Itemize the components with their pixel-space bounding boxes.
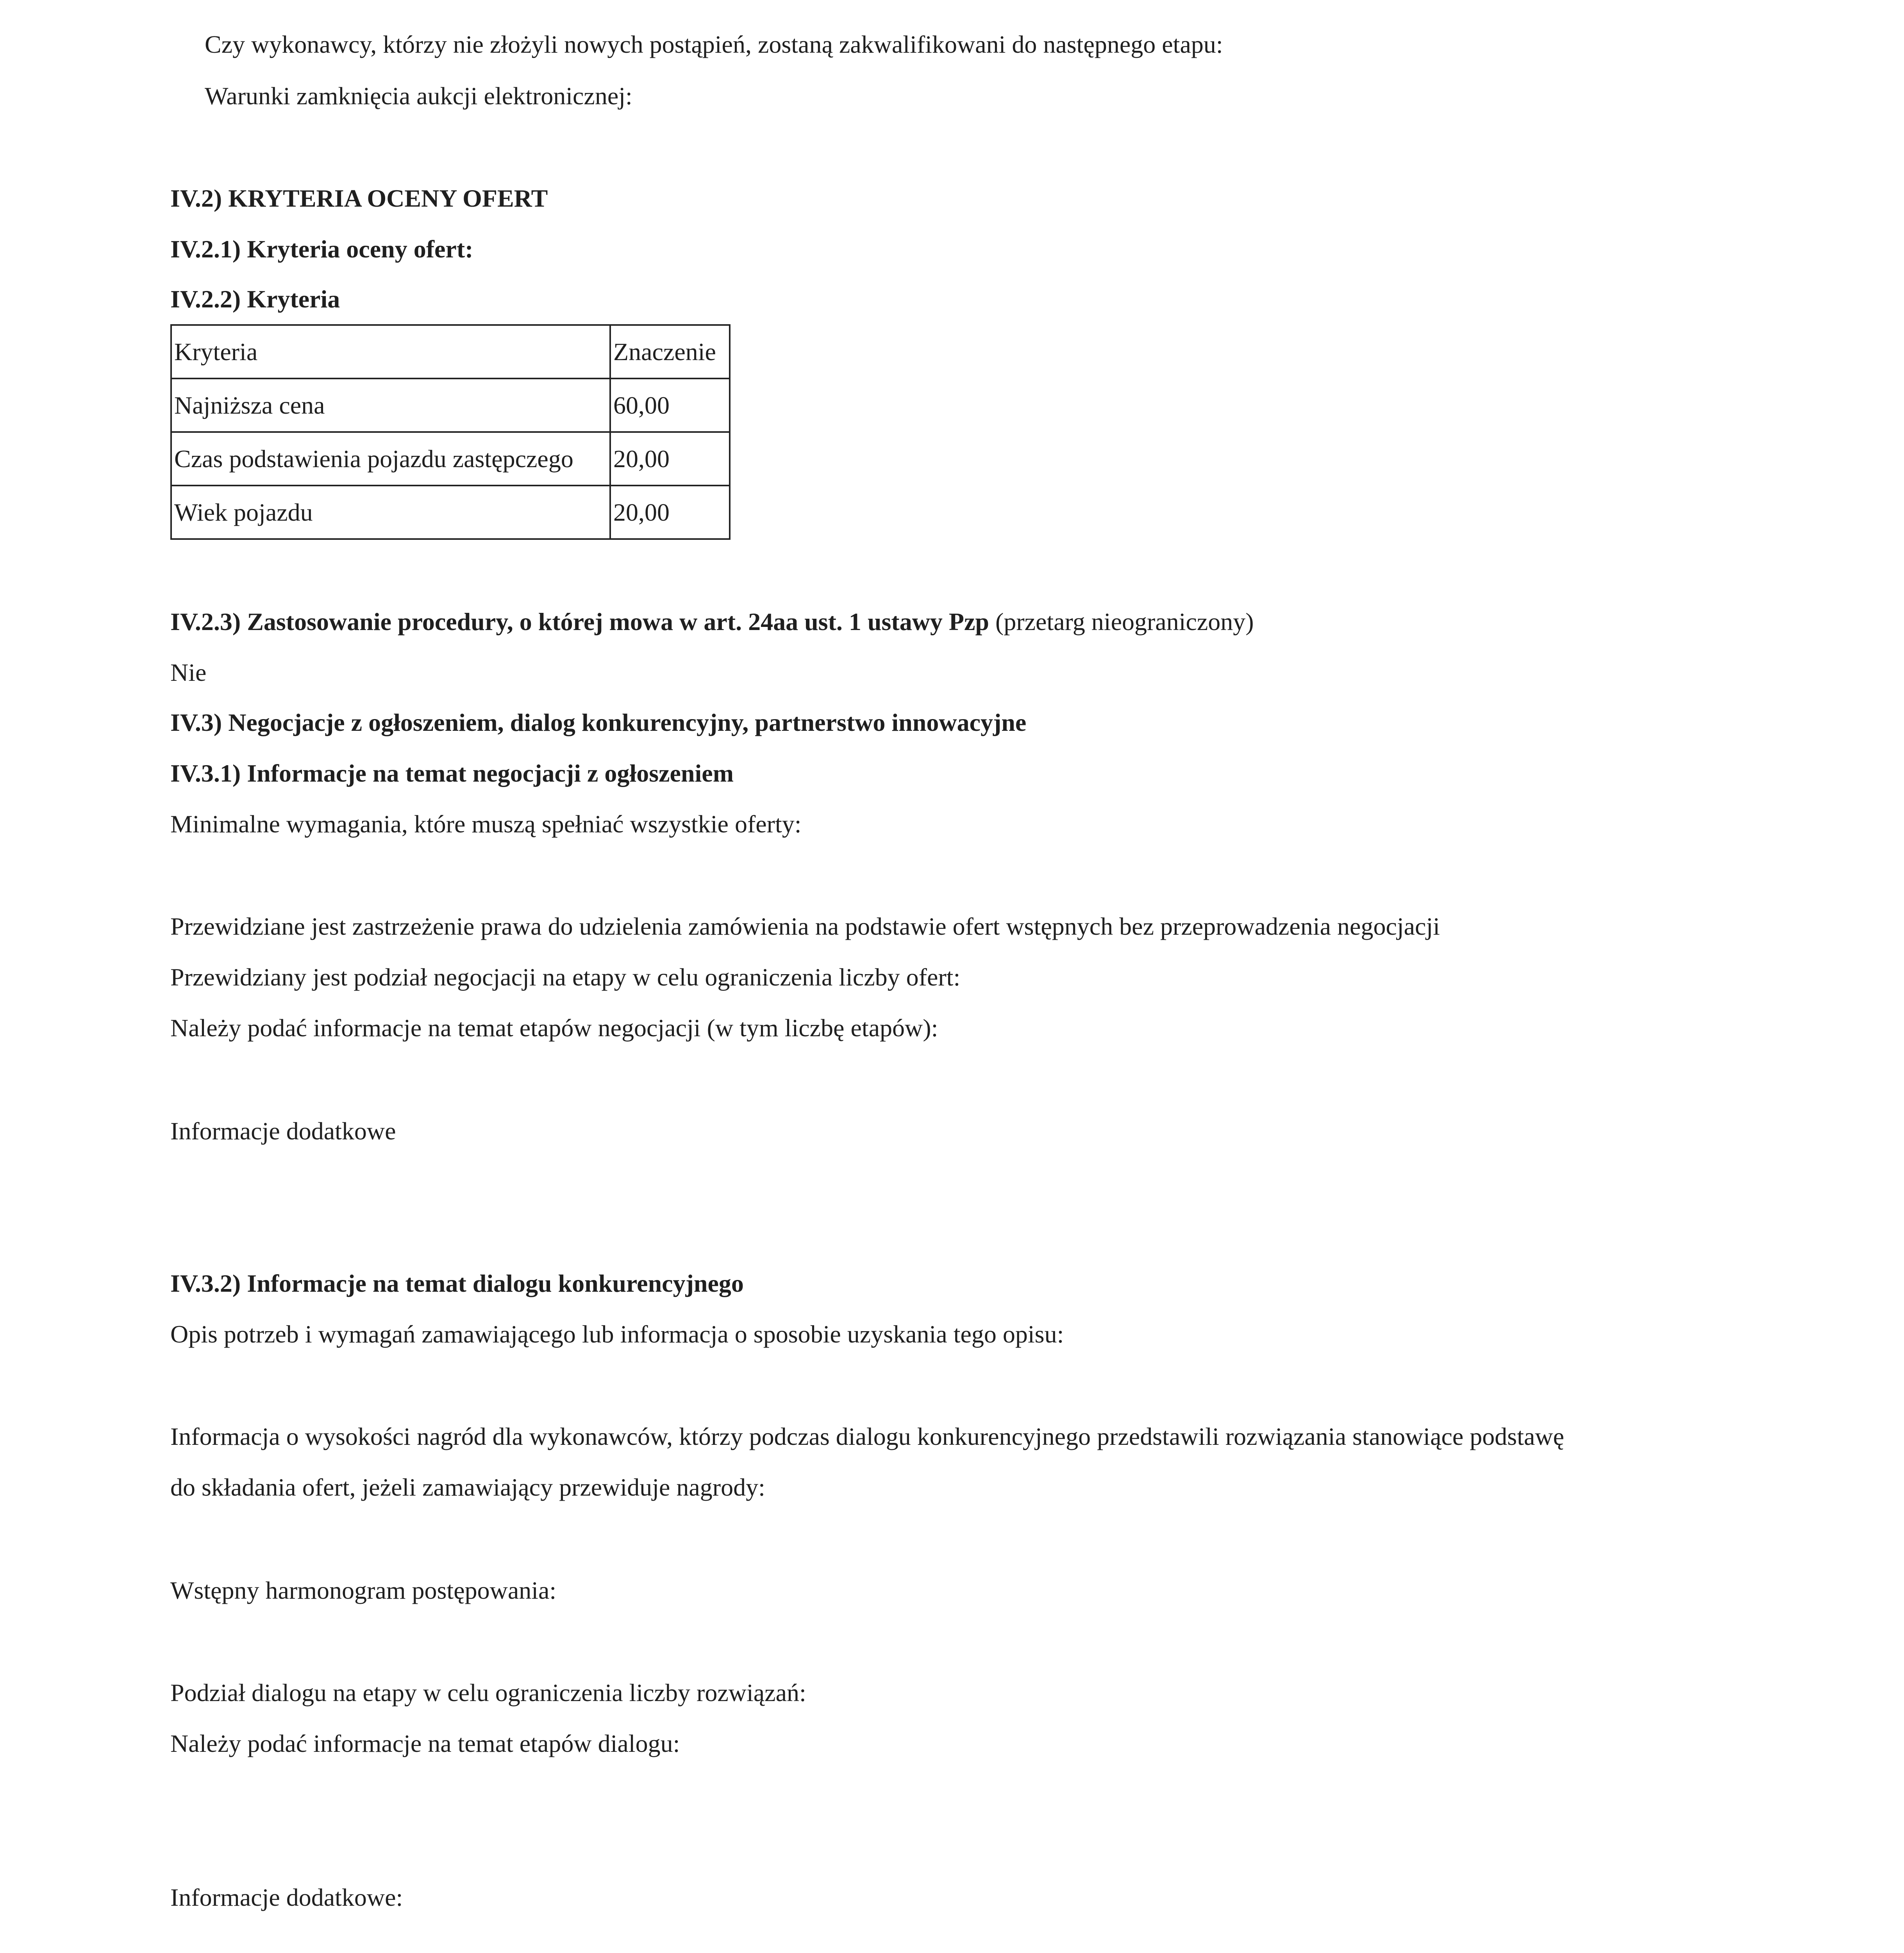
criteria-name: Najniższa cena	[171, 378, 610, 432]
heading-iv31: IV.3.1) Informacje na temat negocjacji z ogłoszeniem	[170, 759, 734, 787]
line-reservation: Przewidziane jest zastrzeżenie prawa do udzielenia zamówienia na podstawie ofert wstępnych bez przeprowadzenia negocjacji	[170, 912, 1440, 940]
heading-iv23-bold: IV.2.3) Zastosowanie procedury, o której mowa w art. 24aa ust. 1 ustawy Pzp	[170, 608, 989, 636]
criteria-weight: 20,00	[610, 486, 730, 539]
heading-iv32: IV.3.2) Informacje na temat dialogu konkurencyjnego	[170, 1269, 744, 1297]
line-prizes-1: Informacja o wysokości nagród dla wykonawców, którzy podczas dialogu konkurencyjnego przedstawili rozwiązania stanowiące podstawę	[170, 1423, 1564, 1450]
table-header-weight: Znaczenie	[610, 325, 730, 378]
table-row	[171, 432, 730, 486]
criteria-name: Czas podstawienia pojazdu zastępczego	[171, 432, 610, 486]
table-header-criteria: Kryteria	[171, 325, 610, 378]
line-negotiation-stages: Przewidziany jest podział negocjacji na etapy w celu ograniczenia liczby ofert:	[170, 963, 961, 991]
line-schedule: Wstępny harmonogram postępowania:	[170, 1576, 557, 1604]
criteria-weight: 20,00	[610, 432, 730, 486]
line-additional-info-2: Informacje dodatkowe:	[170, 1883, 403, 1911]
line-min-requirements: Minimalne wymagania, które muszą spełniać wszystkie oferty:	[170, 810, 802, 838]
heading-iv23-note: (przetarg nieograniczony)	[995, 608, 1254, 636]
heading-iv2: IV.2) KRYTERIA OCENY OFERT	[170, 184, 548, 212]
line-additional-info-1: Informacje dodatkowe	[170, 1117, 396, 1145]
heading-iv22: IV.2.2) Kryteria	[170, 285, 340, 313]
line-auction-closing: Warunki zamknięcia aukcji elektronicznej:	[205, 82, 632, 110]
criteria-weight: 60,00	[610, 378, 730, 432]
answer-no: Nie	[170, 659, 207, 686]
heading-iv3: IV.3) Negocjacje z ogłoszeniem, dialog konkurencyjny, partnerstwo innowacyjne	[170, 709, 1027, 736]
line-needs-description: Opis potrzeb i wymagań zamawiającego lub informacja o sposobie uzyskania tego opisu:	[170, 1320, 1064, 1348]
table-row	[171, 378, 730, 432]
heading-iv21: IV.2.1) Kryteria oceny ofert:	[170, 235, 473, 263]
line-prizes-2: do składania ofert, jeżeli zamawiający przewiduje nagrody:	[170, 1473, 765, 1501]
line-dialogue-info: Należy podać informacje na temat etapów dialogu:	[170, 1730, 680, 1757]
criteria-table	[170, 324, 731, 540]
line-dialogue-stages: Podział dialogu na etapy w celu ograniczenia liczby rozwiązań:	[170, 1679, 806, 1707]
line-stages-info: Należy podać informacje na temat etapów negocjacji (w tym liczbę etapów):	[170, 1014, 938, 1042]
table-row	[171, 486, 730, 539]
criteria-name: Wiek pojazdu	[171, 486, 610, 539]
table-header-row	[171, 325, 730, 378]
line-bidders-qualification: Czy wykonawcy, którzy nie złożyli nowych postąpień, zostaną zakwalifikowani do następnego etapu:	[205, 30, 1223, 58]
heading-iv23	[170, 609, 1254, 634]
